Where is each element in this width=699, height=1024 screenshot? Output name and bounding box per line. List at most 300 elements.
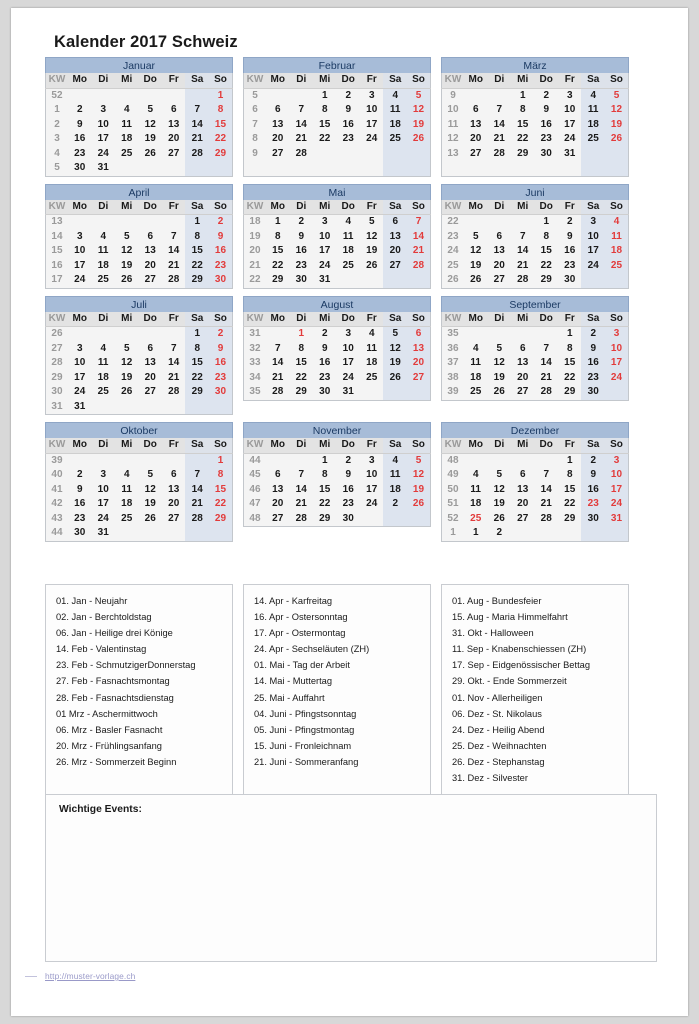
day-cell[interactable]: 16	[319, 357, 331, 368]
day-cell[interactable]: 23	[74, 147, 86, 159]
day-cell[interactable]: 24	[605, 371, 629, 386]
day-cell[interactable]: 5	[496, 342, 502, 354]
day-cell[interactable]: 7	[543, 342, 549, 354]
day-cell[interactable]: 12	[121, 245, 133, 256]
day-cell[interactable]: 12	[407, 468, 431, 483]
day-cell[interactable]	[511, 453, 535, 468]
day-cell[interactable]: 29	[185, 273, 209, 288]
day-cell[interactable]: 4	[123, 104, 130, 115]
day-cell[interactable]	[138, 327, 162, 342]
day-cell[interactable]	[581, 273, 605, 288]
day-cell[interactable]: 12	[366, 230, 378, 242]
day-cell[interactable]: 25	[121, 147, 133, 159]
day-cell[interactable]: 2	[209, 215, 233, 230]
day-cell[interactable]: 1	[566, 328, 573, 339]
day-cell[interactable]: 17	[342, 357, 354, 368]
day-cell[interactable]: 14	[168, 357, 180, 368]
day-cell[interactable]: 9	[76, 118, 83, 130]
day-cell[interactable]: 8	[519, 104, 526, 115]
day-cell[interactable]	[266, 88, 290, 103]
day-cell[interactable]: 5	[147, 469, 153, 480]
day-cell[interactable]: 18	[97, 371, 109, 383]
day-cell[interactable]: 12	[493, 357, 505, 368]
day-cell[interactable]: 22	[185, 259, 209, 274]
day-cell[interactable]: 11	[366, 342, 377, 354]
day-cell[interactable]: 15	[185, 244, 209, 259]
day-cell[interactable]	[464, 161, 488, 176]
day-cell[interactable]	[534, 327, 558, 342]
day-cell[interactable]: 30	[295, 274, 307, 285]
day-cell[interactable]: 19	[121, 259, 133, 271]
day-cell[interactable]: 30	[209, 385, 233, 400]
day-cell[interactable]	[558, 526, 582, 541]
day-cell[interactable]: 20	[407, 356, 431, 371]
day-cell[interactable]: 1	[566, 454, 573, 466]
day-cell[interactable]: 3	[566, 89, 573, 101]
day-cell[interactable]: 2	[383, 497, 407, 512]
day-cell[interactable]: 2	[321, 328, 328, 339]
day-cell[interactable]	[464, 88, 488, 103]
day-cell[interactable]	[605, 161, 629, 176]
day-cell[interactable]: 15	[564, 483, 576, 495]
day-cell[interactable]: 26	[144, 147, 156, 159]
day-cell[interactable]	[162, 161, 186, 176]
day-cell[interactable]	[185, 526, 209, 541]
day-cell[interactable]: 10	[74, 357, 86, 368]
day-cell[interactable]	[336, 273, 360, 288]
day-cell[interactable]: 28	[540, 512, 552, 524]
day-cell[interactable]: 7	[185, 468, 209, 483]
day-cell[interactable]: 6	[383, 215, 407, 230]
day-cell[interactable]: 11	[97, 245, 109, 256]
day-cell[interactable]: 6	[496, 230, 502, 242]
day-cell[interactable]: 8	[321, 469, 328, 480]
day-cell[interactable]: 22	[209, 497, 233, 512]
day-cell[interactable]: 6	[519, 342, 526, 354]
day-cell[interactable]	[289, 161, 313, 176]
day-cell[interactable]: 1	[209, 453, 233, 468]
day-cell[interactable]	[91, 88, 115, 103]
day-cell[interactable]: 28	[540, 386, 552, 397]
day-cell[interactable]: 24	[342, 371, 354, 383]
day-cell[interactable]: 3	[100, 469, 106, 480]
day-cell[interactable]: 22	[564, 371, 576, 383]
day-cell[interactable]: 1	[321, 454, 328, 466]
day-cell[interactable]: 18	[121, 498, 133, 509]
day-cell[interactable]: 25	[581, 132, 605, 147]
day-cell[interactable]: 14	[185, 483, 209, 498]
day-cell[interactable]: 2	[298, 216, 304, 227]
day-cell[interactable]: 10	[97, 483, 109, 495]
day-cell[interactable]: 17	[97, 498, 109, 509]
day-cell[interactable]	[68, 327, 92, 342]
day-cell[interactable]: 13	[272, 483, 284, 495]
day-cell[interactable]: 31	[97, 527, 109, 538]
day-cell[interactable]: 8	[209, 468, 233, 483]
day-cell[interactable]: 24	[564, 133, 576, 144]
day-cell[interactable]: 27	[144, 386, 156, 397]
day-cell[interactable]: 27	[470, 147, 482, 159]
day-cell[interactable]: 30	[581, 385, 605, 400]
day-cell[interactable]: 23	[564, 259, 576, 271]
day-cell[interactable]: 27	[168, 512, 180, 524]
day-cell[interactable]: 25	[97, 274, 109, 285]
day-cell[interactable]: 25	[342, 259, 354, 271]
day-cell[interactable]: 29	[209, 147, 233, 162]
day-cell[interactable]: 12	[121, 357, 133, 368]
day-cell[interactable]: 24	[74, 274, 86, 285]
day-cell[interactable]	[605, 273, 629, 288]
day-cell[interactable]: 8	[209, 103, 233, 118]
day-cell[interactable]: 21	[185, 132, 209, 147]
day-cell[interactable]: 21	[168, 259, 180, 271]
day-cell[interactable]: 13	[144, 357, 156, 368]
day-cell[interactable]: 23	[540, 133, 552, 144]
day-cell[interactable]: 8	[185, 230, 209, 245]
day-cell[interactable]: 23	[295, 259, 307, 271]
day-cell[interactable]: 9	[543, 104, 549, 115]
day-cell[interactable]: 5	[407, 88, 431, 103]
day-cell[interactable]: 15	[319, 483, 331, 495]
day-cell[interactable]: 28	[272, 386, 284, 397]
day-cell[interactable]: 30	[342, 512, 354, 524]
day-cell[interactable]: 27	[144, 274, 156, 285]
day-cell[interactable]: 24	[319, 259, 331, 271]
important-events-box[interactable]	[45, 794, 657, 962]
day-cell[interactable]: 25	[366, 371, 378, 383]
day-cell[interactable]: 13	[407, 342, 431, 357]
day-cell[interactable]: 17	[366, 483, 378, 495]
day-cell[interactable]	[383, 147, 407, 162]
day-cell[interactable]: 10	[97, 118, 109, 130]
day-cell[interactable]: 20	[272, 133, 284, 144]
day-cell[interactable]: 15	[517, 118, 529, 130]
day-cell[interactable]: 29	[517, 147, 529, 159]
day-cell[interactable]: 16	[74, 133, 86, 144]
day-cell[interactable]: 29	[319, 512, 331, 524]
day-cell[interactable]	[68, 215, 92, 230]
day-cell[interactable]: 24	[605, 497, 629, 512]
day-cell[interactable]	[138, 161, 162, 176]
day-cell[interactable]: 12	[493, 483, 505, 495]
day-cell[interactable]: 19	[605, 118, 629, 133]
day-cell[interactable]	[407, 385, 431, 400]
day-cell[interactable]: 1	[185, 215, 209, 230]
day-cell[interactable]	[162, 400, 186, 415]
day-cell[interactable]: 10	[366, 104, 378, 115]
day-cell[interactable]: 19	[493, 371, 505, 383]
day-cell[interactable]: 22	[540, 259, 552, 271]
day-cell[interactable]: 29	[564, 512, 576, 524]
day-cell[interactable]: 23	[74, 512, 86, 524]
day-cell[interactable]	[605, 526, 629, 541]
day-cell[interactable]	[289, 88, 313, 103]
day-cell[interactable]: 18	[383, 118, 407, 133]
day-cell[interactable]	[407, 161, 431, 176]
day-cell[interactable]: 21	[295, 498, 307, 509]
day-cell[interactable]	[138, 215, 162, 230]
day-cell[interactable]: 25	[605, 259, 629, 274]
day-cell[interactable]	[209, 526, 233, 541]
day-cell[interactable]	[360, 147, 384, 162]
day-cell[interactable]: 12	[605, 103, 629, 118]
day-cell[interactable]: 25	[470, 512, 482, 524]
day-cell[interactable]: 26	[493, 386, 505, 397]
day-cell[interactable]: 2	[581, 327, 605, 342]
day-cell[interactable]: 2	[76, 469, 83, 480]
day-cell[interactable]: 14	[540, 483, 552, 495]
day-cell[interactable]: 7	[170, 342, 177, 354]
day-cell[interactable]: 14	[185, 118, 209, 133]
day-cell[interactable]	[383, 273, 407, 288]
day-cell[interactable]: 17	[581, 244, 605, 259]
day-cell[interactable]: 12	[383, 342, 407, 357]
day-cell[interactable]: 8	[185, 342, 209, 357]
day-cell[interactable]: 31	[564, 147, 576, 159]
day-cell[interactable]: 28	[185, 512, 209, 527]
day-cell[interactable]: 1	[321, 89, 328, 101]
day-cell[interactable]: 4	[123, 469, 130, 480]
day-cell[interactable]	[68, 453, 92, 468]
day-cell[interactable]: 26	[493, 512, 505, 524]
day-cell[interactable]: 7	[298, 104, 304, 115]
day-cell[interactable]: 25	[383, 132, 407, 147]
day-cell[interactable]	[511, 526, 535, 541]
day-cell[interactable]	[383, 385, 407, 400]
day-cell[interactable]	[464, 327, 488, 342]
day-cell[interactable]: 22	[209, 132, 233, 147]
day-cell[interactable]: 1	[298, 328, 304, 339]
day-cell[interactable]	[558, 161, 582, 176]
day-cell[interactable]: 17	[605, 483, 629, 498]
day-cell[interactable]: 7	[543, 469, 549, 480]
day-cell[interactable]: 20	[144, 371, 156, 383]
day-cell[interactable]: 19	[470, 259, 482, 271]
day-cell[interactable]: 3	[345, 328, 351, 339]
day-cell[interactable]: 12	[407, 103, 431, 118]
day-cell[interactable]	[487, 88, 511, 103]
day-cell[interactable]	[138, 400, 162, 415]
day-cell[interactable]: 18	[383, 483, 407, 498]
day-cell[interactable]: 30	[74, 162, 86, 173]
day-cell[interactable]: 11	[121, 483, 132, 495]
day-cell[interactable]: 18	[342, 245, 354, 256]
day-cell[interactable]	[115, 88, 139, 103]
day-cell[interactable]	[91, 400, 115, 415]
day-cell[interactable]: 27	[517, 512, 529, 524]
day-cell[interactable]: 12	[470, 245, 482, 256]
day-cell[interactable]: 26	[605, 132, 629, 147]
day-cell[interactable]: 30	[74, 527, 86, 538]
day-cell[interactable]: 20	[470, 133, 482, 144]
day-cell[interactable]: 2	[543, 89, 549, 101]
day-cell[interactable]: 5	[368, 216, 375, 227]
day-cell[interactable]	[115, 400, 139, 415]
day-cell[interactable]: 26	[121, 386, 133, 397]
day-cell[interactable]: 3	[321, 216, 328, 227]
day-cell[interactable]: 24	[97, 147, 109, 159]
day-cell[interactable]	[360, 512, 384, 527]
day-cell[interactable]: 5	[496, 469, 502, 480]
day-cell[interactable]	[115, 215, 139, 230]
day-cell[interactable]	[91, 327, 115, 342]
day-cell[interactable]: 11	[470, 483, 481, 495]
day-cell[interactable]: 20	[272, 498, 284, 509]
day-cell[interactable]: 27	[407, 371, 431, 386]
day-cell[interactable]: 22	[517, 133, 529, 144]
day-cell[interactable]: 21	[272, 371, 284, 383]
day-cell[interactable]: 8	[321, 104, 328, 115]
day-cell[interactable]: 16	[581, 483, 605, 498]
day-cell[interactable]: 27	[383, 259, 407, 274]
day-cell[interactable]: 21	[295, 133, 307, 144]
day-cell[interactable]: 4	[472, 469, 479, 480]
day-cell[interactable]: 19	[121, 371, 133, 383]
day-cell[interactable]	[162, 526, 186, 541]
day-cell[interactable]: 3	[368, 89, 375, 101]
day-cell[interactable]: 10	[605, 342, 629, 357]
day-cell[interactable]: 1	[543, 216, 549, 227]
day-cell[interactable]: 16	[540, 118, 552, 130]
day-cell[interactable]: 14	[295, 118, 307, 130]
day-cell[interactable]	[534, 526, 558, 541]
day-cell[interactable]	[407, 273, 431, 288]
day-cell[interactable]: 7	[298, 469, 304, 480]
day-cell[interactable]: 22	[272, 259, 284, 271]
day-cell[interactable]: 23	[342, 498, 354, 509]
day-cell[interactable]: 8	[274, 230, 281, 242]
day-cell[interactable]: 24	[581, 259, 605, 274]
day-cell[interactable]: 7	[407, 215, 431, 230]
day-cell[interactable]: 14	[493, 118, 505, 130]
day-cell[interactable]: 6	[519, 469, 526, 480]
day-cell[interactable]: 22	[564, 498, 576, 509]
day-cell[interactable]	[266, 453, 290, 468]
day-cell[interactable]: 3	[76, 342, 83, 354]
day-cell[interactable]: 16	[342, 118, 354, 130]
day-cell[interactable]: 12	[144, 483, 156, 495]
day-cell[interactable]: 6	[170, 469, 177, 480]
day-cell[interactable]: 2	[209, 327, 233, 342]
day-cell[interactable]: 31	[605, 512, 629, 527]
day-cell[interactable]	[534, 161, 558, 176]
day-cell[interactable]	[185, 453, 209, 468]
day-cell[interactable]: 29	[209, 512, 233, 527]
day-cell[interactable]: 21	[540, 371, 552, 383]
day-cell[interactable]: 8	[543, 230, 549, 242]
day-cell[interactable]: 20	[517, 371, 529, 383]
day-cell[interactable]: 16	[209, 356, 233, 371]
day-cell[interactable]: 24	[366, 498, 378, 509]
day-cell[interactable]: 3	[605, 453, 629, 468]
day-cell[interactable]: 19	[383, 356, 407, 371]
day-cell[interactable]: 2	[496, 527, 502, 538]
day-cell[interactable]: 22	[185, 371, 209, 386]
day-cell[interactable]: 18	[605, 244, 629, 259]
day-cell[interactable]	[115, 526, 139, 541]
day-cell[interactable]: 13	[517, 357, 529, 368]
day-cell[interactable]	[162, 327, 186, 342]
day-cell[interactable]: 9	[345, 469, 351, 480]
day-cell[interactable]	[487, 453, 511, 468]
day-cell[interactable]: 7	[170, 230, 177, 242]
day-cell[interactable]	[185, 400, 209, 415]
day-cell[interactable]	[407, 512, 431, 527]
day-cell[interactable]: 10	[319, 230, 331, 242]
day-cell[interactable]: 5	[147, 104, 153, 115]
day-cell[interactable]	[511, 327, 535, 342]
day-cell[interactable]: 12	[144, 118, 156, 130]
day-cell[interactable]	[115, 327, 139, 342]
day-cell[interactable]: 17	[97, 133, 109, 144]
day-cell[interactable]: 3	[368, 454, 375, 466]
day-cell[interactable]: 15	[295, 357, 307, 368]
day-cell[interactable]	[162, 453, 186, 468]
day-cell[interactable]	[407, 147, 431, 162]
day-cell[interactable]: 28	[407, 259, 431, 274]
day-cell[interactable]: 11	[121, 118, 132, 130]
day-cell[interactable]	[360, 161, 384, 176]
day-cell[interactable]: 14	[168, 245, 180, 256]
day-cell[interactable]: 16	[342, 483, 354, 495]
day-cell[interactable]: 9	[581, 468, 605, 483]
day-cell[interactable]: 20	[168, 498, 180, 509]
day-cell[interactable]: 1	[519, 89, 526, 101]
day-cell[interactable]: 9	[321, 342, 328, 354]
day-cell[interactable]: 9	[345, 104, 351, 115]
day-cell[interactable]: 15	[272, 245, 284, 256]
day-cell[interactable]: 19	[407, 118, 431, 133]
day-cell[interactable]: 5	[472, 230, 479, 242]
day-cell[interactable]: 3	[76, 230, 83, 242]
day-cell[interactable]: 4	[100, 342, 106, 354]
day-cell[interactable]: 6	[170, 104, 177, 115]
day-cell[interactable]: 24	[74, 386, 86, 397]
day-cell[interactable]	[266, 327, 290, 342]
day-cell[interactable]: 13	[168, 118, 180, 130]
day-cell[interactable]: 20	[517, 498, 529, 509]
day-cell[interactable]: 4	[100, 230, 106, 242]
day-cell[interactable]: 4	[345, 216, 351, 227]
day-cell[interactable]: 30	[209, 273, 233, 288]
day-cell[interactable]: 29	[185, 385, 209, 400]
day-cell[interactable]: 27	[517, 386, 529, 397]
day-cell[interactable]	[115, 161, 139, 176]
day-cell[interactable]: 21	[407, 244, 431, 259]
day-cell[interactable]: 14	[407, 230, 431, 245]
day-cell[interactable]: 9	[209, 230, 233, 245]
day-cell[interactable]: 31	[342, 386, 354, 397]
day-cell[interactable]: 13	[272, 118, 284, 130]
day-cell[interactable]: 23	[581, 371, 605, 386]
day-cell[interactable]: 5	[123, 342, 130, 354]
day-cell[interactable]: 27	[272, 147, 284, 159]
day-cell[interactable]: 23	[581, 497, 605, 512]
day-cell[interactable]: 18	[366, 357, 378, 368]
day-cell[interactable]: 26	[470, 274, 482, 285]
day-cell[interactable]: 10	[581, 230, 605, 245]
day-cell[interactable]: 13	[168, 483, 180, 495]
day-cell[interactable]: 5	[407, 453, 431, 468]
day-cell[interactable]: 15	[185, 356, 209, 371]
day-cell[interactable]: 19	[407, 483, 431, 498]
day-cell[interactable]: 30	[581, 512, 605, 527]
day-cell[interactable]	[487, 327, 511, 342]
day-cell[interactable]	[511, 215, 535, 230]
day-cell[interactable]: 2	[345, 89, 351, 101]
day-cell[interactable]: 13	[517, 483, 529, 495]
day-cell[interactable]	[185, 88, 209, 103]
